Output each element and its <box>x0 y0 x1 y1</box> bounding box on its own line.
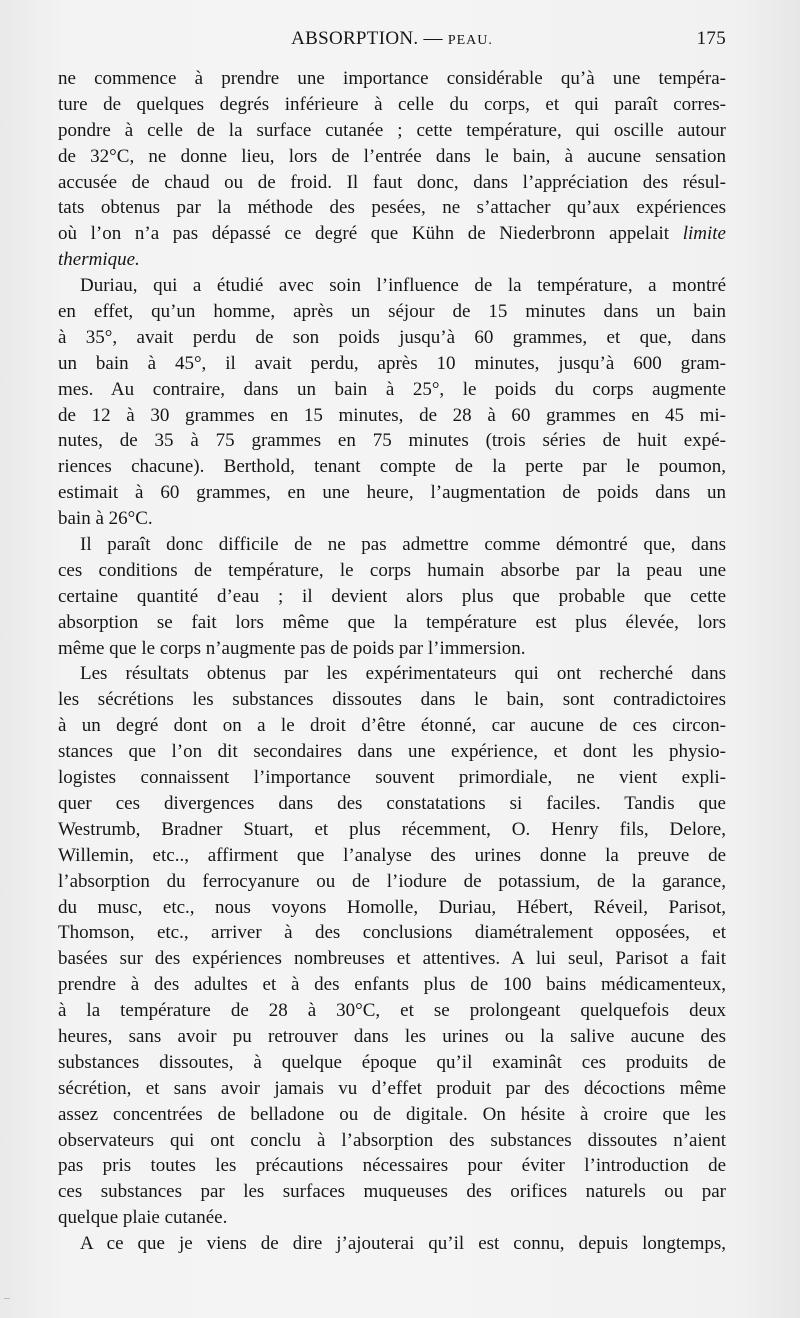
italic-term: limite <box>682 223 726 245</box>
text-line: nutes, de 35 à 75 grammes en 75 minutes (trois séries de huit expé- <box>58 430 726 452</box>
text-line: pondre à celle de la surface cutanée ; cette température, qui oscille autour <box>58 119 726 141</box>
text-line: riences chacune). Berthold, tenant compte de la perte par le poumon, <box>58 456 726 478</box>
text-line: ces conditions de température, le corps humain absorbe par la peau une <box>58 559 726 581</box>
paragraph-end: quelque plaie cutanée. <box>58 1207 228 1229</box>
running-header <box>58 28 726 58</box>
text-line: accusée de chaud ou de froid. Il faut donc, dans l’appréciation des résul- <box>58 171 726 193</box>
text-line: ne commence à prendre une importance considérable qu’à une tempéra- <box>58 68 726 89</box>
text-line: les sécrétions les substances dissoutes dans le bain, sont contradictoires <box>58 689 726 711</box>
text-line: stances que l’on dit secondaires dans une expérience, et dont les physio- <box>58 741 726 763</box>
text-line: quer ces divergences dans des constatations si faciles. Tandis que <box>58 792 726 814</box>
running-title-main: ABSORPTION. <box>291 28 419 49</box>
text-line: mes. Au contraire, dans un bain à 25°, le poids du corps augmente <box>58 378 726 400</box>
text-line: à un degré dont on a le droit d’être étonné, car aucune de ces circon- <box>58 715 726 737</box>
text-line: heures, sans avoir pu retrouver dans les urines ou la salive aucune des <box>58 1025 726 1047</box>
text-line: substances dissoutes, à quelque époque qu’il examinât ces produits de <box>58 1051 726 1073</box>
text-line: basées sur des expériences nombreuses et attentives. A lui seul, Parisot a fait <box>58 948 726 970</box>
text-line: observateurs qui ont conclu à l’absorption des substances dissoutes n’aient <box>58 1129 726 1151</box>
text-segment: où l’on n’a pas dépassé ce degré que Kühn de Niederbronn appelait <box>58 223 670 245</box>
text-line: tats obtenus par la méthode des pesées, ne s’attacher qu’aux expériences <box>58 197 726 219</box>
text-line: Westrumb, Bradner Stuart, et plus récemment, O. Henry fils, Delore, <box>58 818 726 840</box>
paragraph-start: Les résultats obtenus par les expérimentateurs qui ont recherché dans <box>80 663 726 685</box>
text-line: en effet, qu’un homme, après un séjour de 15 minutes dans un bain <box>58 301 726 323</box>
text-line: ture de quelques degrés inférieure à celle du corps, et qui paraît corres- <box>58 93 726 115</box>
text-line: assez concentrées de belladone ou de digitale. On hésite à croire que les <box>58 1103 726 1125</box>
text-line <box>58 221 726 247</box>
text-line: à la température de 28 à 30°C, et se prolongeant quelquefois deux <box>58 1000 726 1022</box>
text-line: l’absorption du ferrocyanure ou de l’iodure de potassium, de la garance, <box>58 870 726 892</box>
text-line: du musc, etc., nous voyons Homolle, Duriau, Hébert, Réveil, Parisot, <box>58 896 726 918</box>
text-line: de 32°C, ne donne lieu, lors de l’entrée dans le bain, à aucune sensation <box>58 145 726 167</box>
page-body <box>58 66 726 1257</box>
text-line: sécrétion, et sans avoir jamais vu d’effet produit par des décoctions même <box>58 1077 726 1099</box>
text-line: Thomson, etc., arriver à des conclusions diamétralement opposées, et <box>58 922 726 944</box>
paragraph-start: Duriau, qui a étudié avec soin l’influence de la température, a montré <box>80 275 726 297</box>
text-line-italic: thermique. <box>58 249 140 271</box>
paragraph-end: même que le corps n’augmente pas de poids par l’immersion. <box>58 637 526 659</box>
text-line: de 12 à 30 grammes en 15 minutes, de 28 à 60 grammes en 45 mi- <box>58 404 726 426</box>
text-line: certaine quantité d’eau ; il devient alors plus que probable que cette <box>58 585 726 607</box>
text-line: Willemin, etc.., affirment que l’analyse des urines donne la preuve de <box>58 844 726 866</box>
text-line: ces substances par les surfaces muqueuses des orifices naturels ou par <box>58 1181 726 1203</box>
text-line: un bain à 45°, il avait perdu, après 10 minutes, jusqu’à 600 gram- <box>58 352 726 374</box>
text-line: prendre à des adultes et à des enfants plus de 100 bains médicamenteux, <box>58 974 726 996</box>
text-line: pas pris toutes les précautions nécessaires pour éviter l’introduction de <box>58 1155 726 1177</box>
running-title-section: PEAU. <box>447 33 493 48</box>
running-title-dash: — <box>418 28 448 49</box>
paragraph-end: bain à 26°C. <box>58 508 153 530</box>
text-line: estimait à 60 grammes, en une heure, l’augmentation de poids dans un <box>58 482 726 504</box>
running-title <box>58 28 726 50</box>
text-line: absorption se fait lors même que la température est plus élevée, lors <box>58 611 726 633</box>
text-line: à 35°, avait perdu de son poids jusqu’à 60 grammes, et que, dans <box>58 326 726 348</box>
paragraph-start: Il paraît donc difficile de ne pas admettre comme démontré que, dans <box>80 534 726 556</box>
page-number: 175 <box>696 28 726 49</box>
paragraph-start: A ce que je viens de dire j’ajouterai qu’il est connu, depuis longtemps, <box>80 1233 726 1255</box>
page-edge-mark <box>4 1298 10 1299</box>
text-line: logistes connaissent l’importance souvent primordiale, ne vient expli- <box>58 767 726 789</box>
